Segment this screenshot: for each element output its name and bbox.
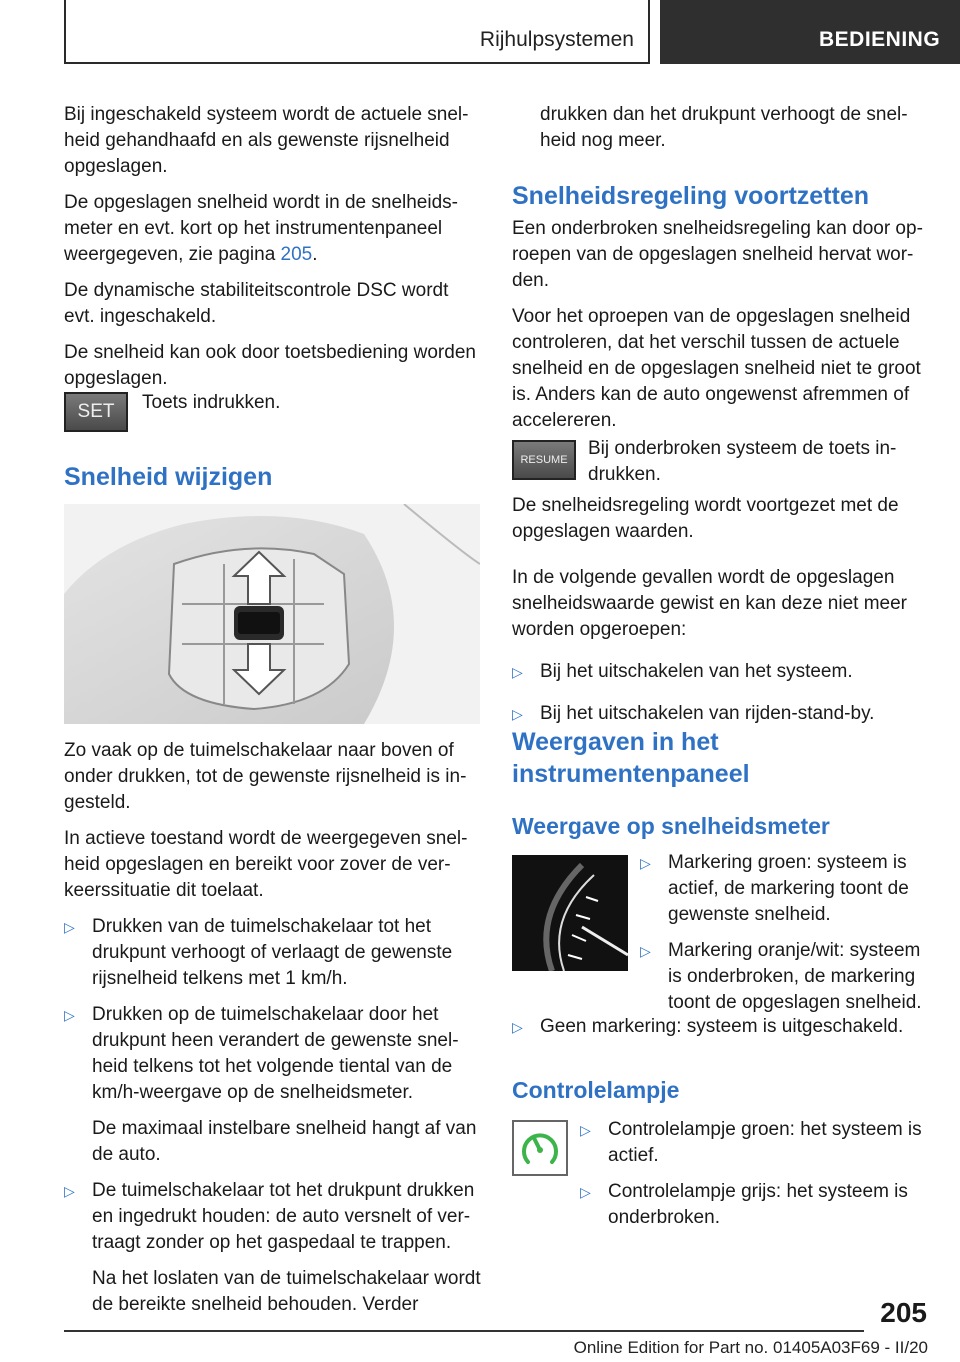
cruise-control-lamp-icon — [514, 1122, 566, 1174]
indicator-lamp-box — [512, 1120, 568, 1176]
triangle-bullet-icon: ▷ — [640, 943, 651, 959]
paragraph: De snelheid kan ook door toetsbediening worden opgeslagen. — [64, 342, 476, 389]
triangle-bullet-icon: ▷ — [64, 919, 75, 935]
triangle-bullet-icon: ▷ — [580, 1122, 591, 1138]
list-item: ▷ Controlelampje grijs: het systeem is onderbroken. — [580, 1181, 908, 1228]
speedometer-list-end — [512, 1014, 932, 1050]
paragraph: In de volgende gevallen wordt de opgeslagen snelheidswaarde gewist en kan deze niet meer worden opgeroepen: — [512, 567, 908, 640]
list-item: ▷ Geen markering: systeem is uitgeschakeld. — [512, 1014, 932, 1040]
triangle-bullet-icon: ▷ — [64, 1183, 75, 1199]
paragraph: Een onderbroken snelheidsregeling kan door op-roepen van de opgeslagen snelheid hervat wor-den. — [512, 218, 923, 291]
left-column-lower — [64, 738, 484, 1328]
paragraph: Bij ingeschakeld systeem wordt de actuele snel-heid gehandhaafd en als gewenste rijsnelheid opgeslagen. — [64, 104, 469, 177]
section-title: Rijhulpsystemen — [479, 28, 634, 51]
paragraph: De dynamische stabiliteitscontrole DSC wordt evt. ingeschakeld. — [64, 280, 449, 327]
set-key-text: Toets indrukken. — [142, 392, 281, 413]
speedometer-icon — [512, 855, 628, 971]
right-column-mid — [512, 493, 932, 737]
speedometer-list — [640, 850, 932, 1026]
header-chapter-box — [660, 0, 960, 64]
triangle-bullet-icon: ▷ — [512, 706, 523, 722]
list-item-sub: De maximaal instelbare snelheid hangt af van de auto. — [92, 1118, 477, 1165]
list-item: ▷ Drukken op de tuimelschakelaar door het drukpunt heen verandert de gewenste snel-heid telkens tot het volgende tiental van de km/h-weergave op de snelheidsmeter. — [64, 1004, 459, 1103]
chapter-title: BEDIENING — [819, 28, 941, 51]
list-item: ▷ De tuimelschakelaar tot het drukpunt drukken en ingedrukt houden: de auto versnelt of ver-traagt zonder op het gaspedaal te trappen. — [64, 1180, 475, 1253]
triangle-bullet-icon: ▷ — [512, 1019, 523, 1035]
header-section-box — [64, 0, 650, 64]
triangle-bullet-icon: ▷ — [64, 1007, 75, 1023]
list-item: ▷ Bij het uitschakelen van het systeem. — [512, 659, 932, 685]
list-item: ▷ Markering groen: systeem is actief, de markering toont de gewenste snelheid. — [640, 852, 909, 925]
paragraph: De snelheidsregeling wordt voortgezet met de opgeslagen waarden. — [512, 495, 899, 542]
resume-key-icon: RESUME — [512, 440, 576, 480]
list-item-sub: Na het loslaten van de tuimelschakelaar wordt de bereikte snelheid behouden. Verder — [92, 1268, 481, 1315]
page-number: 205 — [880, 1297, 927, 1328]
left-column — [64, 102, 484, 402]
triangle-bullet-icon: ▷ — [512, 664, 523, 680]
heading-snelheid-wijzigen: Snelheid wijzigen — [64, 463, 273, 491]
paragraph: In actieve toestand wordt de weergegeven snel-heid opgeslagen en bereikt voor zover de ver-keerssituatie dit toelaat. — [64, 828, 468, 901]
set-key-icon: SET — [64, 392, 128, 432]
steering-wheel-image — [64, 504, 480, 724]
resume-key-text: Bij onderbroken systeem de toets in-drukken. — [588, 438, 897, 485]
triangle-bullet-icon: ▷ — [580, 1184, 591, 1200]
heading-controlelampje: Controlelampje — [512, 1077, 680, 1103]
list-item: ▷ Drukken van de tuimelschakelaar tot het drukpunt verhoogt of verlaagt de gewenste rijsnelheid telkens met 1 km/h. — [64, 916, 453, 989]
paragraph: Zo vaak op de tuimelschakelaar naar boven of onder drukken, tot de gewenste rijsnelheid is in-gesteld. — [64, 740, 467, 813]
right-column-resume — [512, 216, 932, 444]
heading-snelheidsmeter: Weergave op snelheidsmeter — [512, 813, 830, 839]
page-link[interactable]: 205 — [280, 244, 313, 265]
right-column — [512, 102, 932, 164]
footer-edition: Online Edition for Part no. 01405A03F69 - II/20 — [573, 1338, 928, 1357]
list-item: ▷ Controlelampje groen: het systeem is actief. — [580, 1119, 922, 1166]
triangle-bullet-icon: ▷ — [640, 855, 651, 871]
heading-weergaven: Weergaven in het instrumentenpaneel — [512, 728, 750, 788]
list-item: ▷ Markering oranje/wit: systeem is onderbroken, de markering toont de opgeslagen snelheid. — [640, 940, 922, 1013]
steering-wheel-illustration — [64, 504, 480, 724]
paragraph: De opgeslagen snelheid wordt in de snelheids-meter en evt. kort op het instrumentenpaneel weergegeven, zie pagina 205. — [64, 192, 458, 265]
heading-snelheidsregeling-voortzetten: Snelheidsregeling voortzetten — [512, 182, 870, 210]
continued-text: drukken dan het drukpunt verhoogt de snel-heid nog meer. — [540, 104, 908, 151]
speedometer-image — [512, 855, 628, 971]
lamp-list — [580, 1117, 932, 1241]
footer-divider — [64, 1330, 864, 1332]
list-item: ▷ Bij het uitschakelen van rijden-stand-by. — [512, 701, 932, 727]
paragraph: Voor het oproepen van de opgeslagen snelheid controleren, dat het verschil tussen de actuele snelheid en de opgeslagen snelheid niet te groot is. Anders kan de auto ongewenst afremmen of accelereren. — [512, 306, 921, 431]
